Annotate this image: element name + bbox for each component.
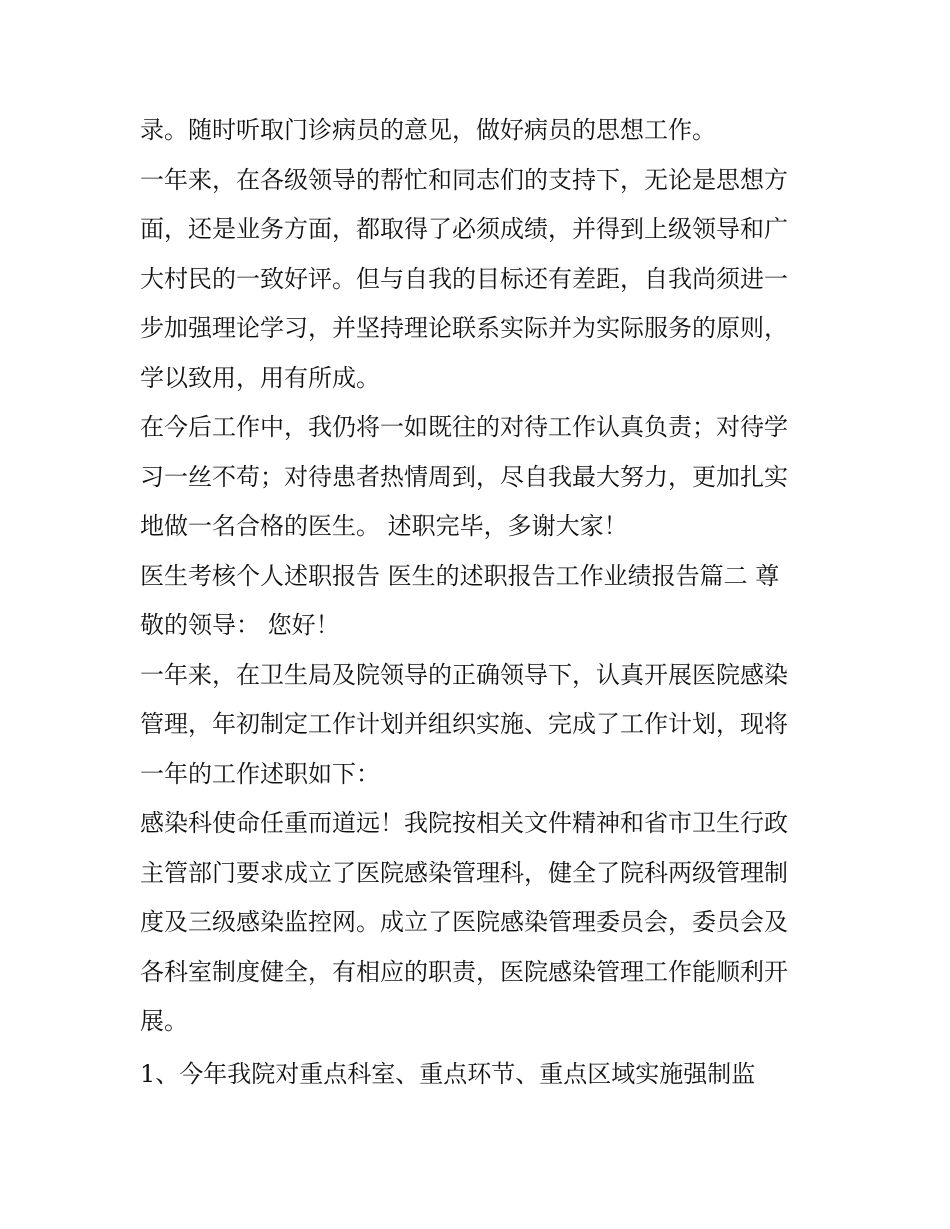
text-line: 习一丝不苟；对待患者热情周到，尽自我最大努力，更加扎实 — [140, 462, 788, 491]
text-line: 主管部门要求成立了医院感染管理科，健全了院科两级管理制 — [140, 858, 788, 887]
text-line: 一年来，在卫生局及院领导的正确领导下，认真开展医院感染 — [140, 660, 788, 689]
text-line: 在今后工作中，我仍将一如既往的对待工作认真负责；对待学 — [140, 413, 788, 441]
section-heading-line: 医生考核个人述职报告 医生的述职报告工作业绩报告篇二 尊 — [140, 561, 780, 590]
text-line: 度及三级感染监控网。成立了医院感染管理委员会，委员会及 — [140, 908, 788, 936]
section-heading-line: 敬的领导： 您好！ — [140, 611, 340, 639]
document-body — [140, 106, 820, 1099]
text-line: 管理，年初制定工作计划并组织实施、完成了工作计划，现将 — [140, 710, 788, 738]
text-line: 录。随时听取门诊病员的意见，做好病员的思想工作。 — [140, 116, 716, 144]
text-line: 步加强理论学习，并坚持理论联系实际并为实际服务的原则， — [140, 314, 788, 342]
text-line: 地做一名合格的医生。 述职完毕，多谢大家！ — [140, 512, 628, 540]
text-line: 各科室制度健全，有相应的职责，医院感染管理工作能顺利开 — [140, 957, 788, 986]
text-line: 大村民的一致好评。但与自我的目标还有差距，自我尚须进一 — [140, 264, 788, 293]
text-line: 一年的工作述职如下： — [140, 759, 380, 788]
text-line: 感染科使命任重而道远！我院按相关文件精神和省市卫生行政 — [140, 809, 788, 837]
text-line: 学以致用，用有所成。 — [140, 363, 380, 392]
text-line: 展。 — [140, 1007, 188, 1035]
text-line: 一年来，在各级领导的帮忙和同志们的支持下，无论是思想方 — [140, 165, 788, 194]
list-item-line: 1、今年我院对重点科室、重点环节、重点区域实施强制监 — [140, 1059, 756, 1088]
text-line: 面，还是业务方面，都取得了必须成绩，并得到上级领导和广 — [140, 215, 788, 243]
